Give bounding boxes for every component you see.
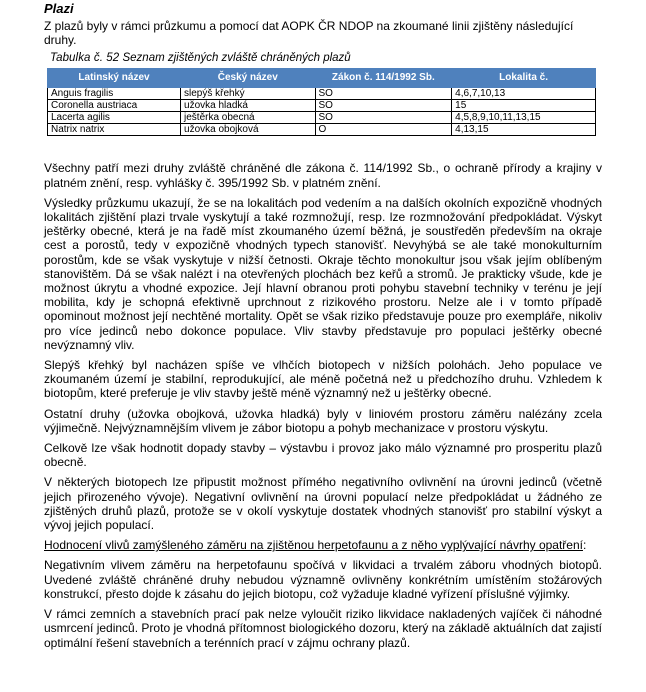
cell-law: SO (315, 100, 452, 112)
cell-locality: 4,5,8,9,10,11,13,15 (452, 112, 596, 124)
cell-locality: 4,13,15 (452, 124, 596, 136)
intro-paragraph: Z plazů byly v rámci průzkumu a pomocí dat AOPK ČR NDOP na zkoumané linii zjištěny následující druhy. (44, 19, 574, 48)
cell-latin-name: Natrix natrix (48, 124, 181, 136)
assessment-heading-underlined: Hodnocení vlivů zamýšleného záměru na zjištěnou herpetofaunu a z něho vyplývající návrhy opatření (44, 538, 583, 553)
cell-law: O (315, 124, 452, 136)
paragraph-assessment-heading (44, 538, 602, 552)
header-latin-name: Latinský název (48, 69, 181, 88)
table-caption-label: Tabulka č. 52 (50, 52, 120, 65)
spacer (44, 136, 602, 161)
table-row (48, 124, 596, 136)
cell-latin-name: Anguis fragilis (48, 88, 181, 100)
paragraph-survey-results: Výsledky průzkumu ukazují, že se na lokalitách pod vedením a na dalších okolních expozičně vhodných lokalitách zjištění plazi trvale vyskytují a také rozmnožují, resp. lze rozmnožování předpokládat. Výskyt ještěrky obecné, která je na řadě míst zkoumaného území běžná, je soustředěn především na okraje cest a porostů, tedy v expozičně vhodných typech stanovišť. Nevyhýbá se ale také monokulturním porostům, kde se však vyskytuje v nižší četnosti. Okraje těchto monokultur jsou však jejím oblíbeným stanovištěm. Dá se však nalézt i na otevřených plochách bez keřů a stromů. Je prakticky všude, kde je možnost úkrytu a vhodné expozice. Její hlavní obranou proti pohybu stavební techniky v terénu je její mobilita, kdy je schopná efektivně uprchnout z rizikového prostoru. Nelze ale i v tomto případě opominout možnost její nechtěné mortality. Opět se však riziko představuje pouze pro exempláře, nikoliv pro více jedinců nebo dokonce populace. Vliv stavby představuje pro populaci ještěrky obecné nevýznamný vliv. (44, 195, 602, 352)
header-law: Zákon č. 114/1992 Sb. (315, 69, 452, 88)
table-row (48, 112, 596, 124)
cell-locality: 15 (452, 100, 596, 112)
table-caption-text: Seznam zjištěných zvláště chráněných plazů (119, 52, 351, 65)
cell-latin-name: Coronella austriaca (48, 100, 181, 112)
table-row (48, 88, 596, 100)
paragraph-slow-worm: Slepýš křehký byl nacházen spíše ve vlhčích biotopech v nižších polohách. Jeho populace ve zkoumaném území je stabilní, reprodukující, ale méně početná než u předchozího druhu. Vzhledem k biotopům, které preferuje je vliv stavby ještě méně významný než u ještěrky obecné. (44, 358, 602, 401)
cell-czech-name: ještěrka obecná (181, 112, 316, 124)
paragraph-other-species: Ostatní druhy (užovka obojková, užovka hladká) byly v liniovém prostoru záměru nalézány zcela výjimečně. Nejvýznamnějším vlivem je zábor biotopu a pohyb mechanizace v prostoru výskytu. (44, 406, 602, 435)
cell-czech-name: slepýš křehký (181, 88, 316, 100)
section-heading: Plazi (44, 1, 74, 16)
table-row (48, 100, 596, 112)
table-caption (50, 51, 602, 65)
cell-law: SO (315, 88, 452, 100)
paragraph-mitigation: V rámci zemních a stavebních prací pak nelze vyloučit riziko likvidace nakladených vajíček či náhodné usmrcení jedinců. Proto je vhodná přítomnost biologického dozoru, který na základě aktuálních dat zajistí optimální řešení stavebních a terénních prací v zájmu ochrany plazů. (44, 607, 602, 650)
cell-czech-name: užovka obojková (181, 124, 316, 136)
header-locality: Lokalita č. (452, 69, 596, 88)
table-header-row (48, 69, 596, 88)
paragraph-negative-impact: Negativním vlivem záměru na herpetofaunu spočívá v likvidaci a trvalém záboru vhodných biotopů. Uvedené zvláště chráněné druhy nebudou významně ovlivněny konkrétním umístěním stožárových konstrukcí, přesto dojde k zásahu do jejich biotopu, což vyžaduje kladné vyřízení příslušné výjimky. (44, 558, 602, 601)
cell-locality: 4,6,7,10,13 (452, 88, 596, 100)
species-table (47, 68, 596, 136)
paragraph-protection-status: Všechny patří mezi druhy zvláště chráněné dle zákona č. 114/1992 Sb., o ochraně přírody a krajiny v platném znění, resp. vyhlášky č. 395/1992 Sb. v platném znění. (44, 161, 602, 190)
assessment-heading-colon: : (582, 538, 587, 553)
cell-latin-name: Lacerta agilis (48, 112, 181, 124)
cell-czech-name: užovka hladká (181, 100, 316, 112)
paragraph-overall-impact: Celkově lze však hodnotit dopady stavby – výstavbu i provoz jako málo významné pro prosperitu plazů obecně. (44, 441, 602, 470)
paragraph-individual-impact: V některých biotopech lze připustit možnost přímého negativního ovlivnění na úrovni jedinců (včetně jejich přirozeného vývoje). Negativní ovlivnění na úrovni populací nelze předpokládat u žádného ze zjištěných druhů plazů, protože se v okolí vyskytuje dostatek vhodných stanovišť pro stabilní výskyt a vývoj jejich populací. (44, 475, 602, 533)
header-czech-name: Český název (181, 69, 316, 88)
cell-law: SO (315, 112, 452, 124)
